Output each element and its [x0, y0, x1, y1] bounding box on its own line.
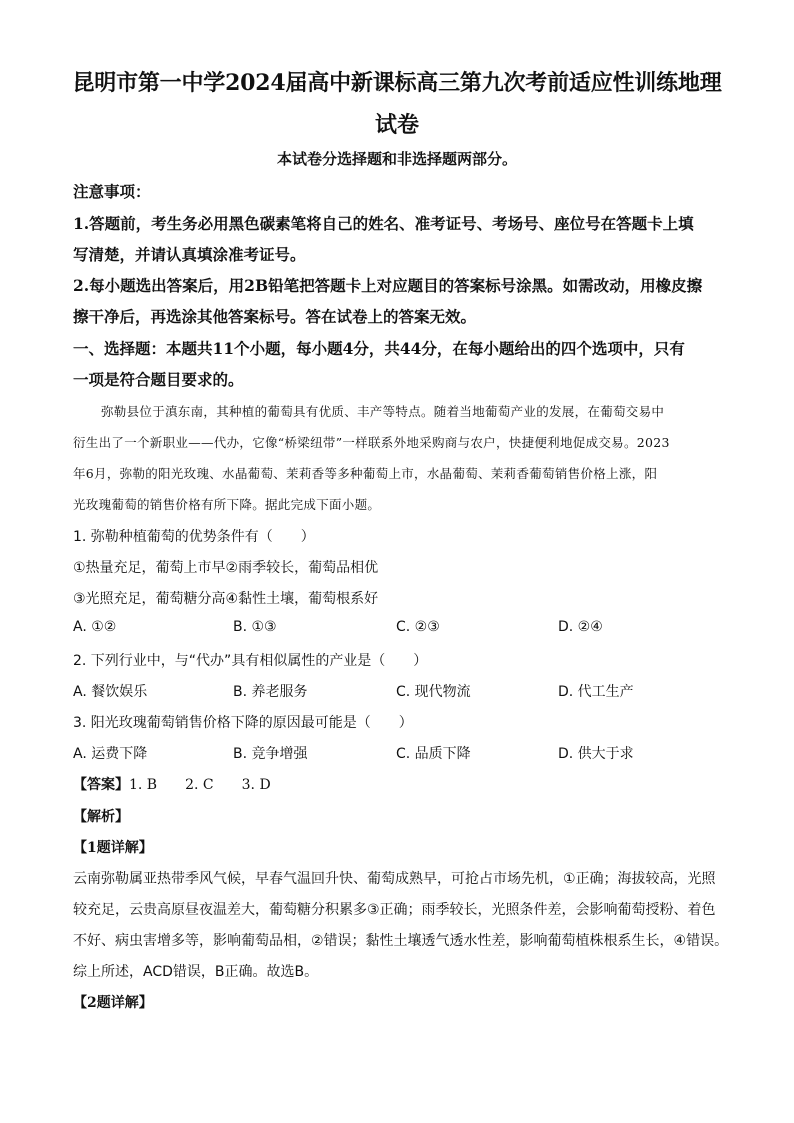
passage-line: 衍生出了一个新职业——代办，它像“桥梁纽带”一样联系外地采购商与农户，快捷便利地促成交易。2023	[73, 435, 670, 450]
question-2-option-a: A. 餐饮娱乐	[73, 684, 148, 700]
question-1-statements-line2: ③光照充足，葡萄糖分高④黏性土壤，葡萄根系好	[73, 591, 379, 607]
question-1-statements-line1: ①热量充足，葡萄上市早②雨季较长，葡萄品相优	[73, 560, 379, 576]
question-1-option-a: A. ①②	[73, 619, 117, 635]
detail-1-line: 综上所述，ACD错误，B正确。故选B。	[73, 964, 319, 980]
notice-item-1-line2: 写清楚，并请认真填涂准考证号。	[73, 245, 306, 264]
document-title-line1: 昆明市第一中学2024届高中新课标高三第九次考前适应性训练地理	[72, 70, 722, 96]
detail-1-line: 云南弥勒属亚热带季风气候，早春气温回升快、葡萄成熟早，可抢占市场先机，①正确；海拔较高，光照	[73, 871, 716, 887]
question-2-option-c: C. 现代物流	[396, 684, 471, 700]
question-3-stem: 3. 阳光玫瑰葡萄销售价格下降的原因最可能是（ ）	[73, 715, 413, 731]
question-2-option-b: B. 养老服务	[233, 684, 308, 700]
question-2-stem: 2. 下列行业中，与“代办”具有相似属性的产业是（ ）	[73, 653, 428, 669]
answer-row	[73, 774, 271, 794]
question-3-option-a: A. 运费下降	[73, 746, 148, 762]
passage-line: 年6月，弥勒的阳光玫瑰、水晶葡萄、茉莉香等多种葡萄上市，水晶葡萄、茉莉香葡萄销售价格上涨，阳	[73, 466, 658, 481]
detail-1-line: 较充足，云贵高原昼夜温差大，葡萄糖分积累多③正确；雨季较长，光照条件差，会影响葡萄授粉、着色	[73, 902, 716, 918]
passage-line: 光玫瑰葡萄的销售价格有所下降。据此完成下面小题。	[73, 497, 381, 512]
document-title-line2: 试卷	[374, 112, 419, 138]
answer-item: 3. D	[241, 777, 271, 793]
question-2-option-d: D. 代工生产	[558, 684, 634, 700]
notice-item-2-line2: 擦干净后，再选涂其他答案标号。答在试卷上的答案无效。	[73, 307, 477, 326]
question-3-option-d: D. 供大于求	[558, 746, 634, 762]
notice-item-2-line1: 2.每小题选出答案后，用2B铅笔把答题卡上对应题目的答案标号涂黑。如需改动，用橡皮擦	[73, 276, 703, 295]
section-heading-line2: 一项是符合题目要求的。	[73, 370, 244, 389]
question-3-option-b: B. 竞争增强	[233, 746, 308, 762]
section-heading-line1: 一、选择题：本题共11个小题，每小题4分，共44分，在每小题给出的四个选项中，只有	[73, 339, 685, 358]
answer-item: 1. B	[129, 777, 158, 793]
answer-label: 【答案】	[73, 777, 129, 793]
answer-item: 2. C	[185, 777, 214, 793]
question-3-option-c: C. 品质下降	[396, 746, 471, 762]
detail-2-label: 【2题详解】	[73, 995, 153, 1011]
notice-heading: 注意事项：	[73, 182, 151, 201]
question-1-option-b: B. ①③	[233, 619, 277, 635]
detail-1-label: 【1题详解】	[73, 840, 153, 856]
analysis-label: 【解析】	[73, 809, 129, 825]
notice-item-1-line1: 1.答题前，考生务必用黑色碳素笔将自己的姓名、准考证号、考场号、座位号在答题卡上填	[73, 214, 694, 233]
question-1-option-c: C. ②③	[396, 619, 440, 635]
document-subtitle: 本试卷分选择题和非选择题两部分。	[276, 150, 517, 168]
question-1-option-d: D. ②④	[558, 619, 603, 635]
question-1-stem: 1. 弥勒种植葡萄的优势条件有（ ）	[73, 529, 315, 545]
passage-line: 弥勒县位于滇东南，其种植的葡萄具有优质、丰产等特点。随着当地葡萄产业的发展，在葡萄交易中	[101, 404, 665, 419]
detail-1-line: 不好、病虫害增多等，影响葡萄品相，②错误；黏性土壤透气透水性差，影响葡萄植株根系生长，④错误。	[73, 933, 729, 949]
